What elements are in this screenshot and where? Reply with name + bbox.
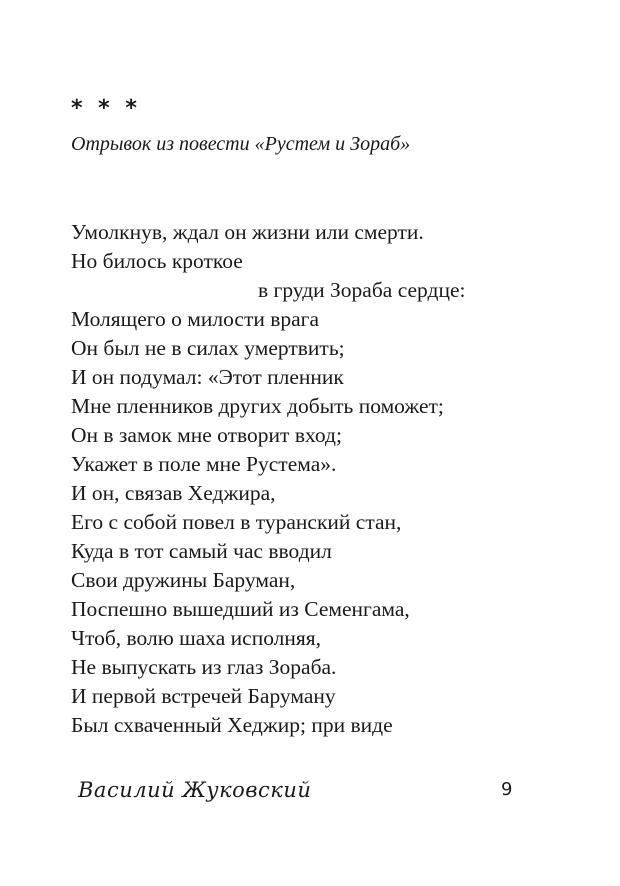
poem-line: Он в замок мне отворит вход; xyxy=(71,423,342,447)
poem-line: Умолкнув, ждал он жизни или смерти. xyxy=(71,220,424,244)
poem-line: Но билось кроткое xyxy=(71,249,243,273)
author-signature: Василий Жуковский xyxy=(78,778,312,802)
poem-line: И первой встречей Баруману xyxy=(71,684,336,708)
excerpt-subtitle: Отрывок из повести «Рустем и Зораб» xyxy=(71,133,411,155)
poem-line: И он подумал: «Этот пленник xyxy=(71,365,344,389)
poem-body xyxy=(71,218,551,740)
poem-line: Молящего о милости врага xyxy=(71,307,320,331)
page-number: 9 xyxy=(501,779,513,800)
poem-line: Мне пленников других добыть поможет; xyxy=(71,394,444,418)
poem-line: Его с собой повел в туранский стан, xyxy=(71,510,402,534)
poem-line: Свои дружины Баруман, xyxy=(71,568,296,592)
poem-line: Был схваченный Хеджир; при виде xyxy=(71,713,393,737)
poem-line: И он, связав Хеджира, xyxy=(71,481,276,505)
poem-line: Он был не в силах умертвить; xyxy=(71,336,345,360)
poem-line: Укажет в поле мне Рустема». xyxy=(71,452,337,476)
section-ornament: * * * xyxy=(71,96,141,121)
poem-line: Куда в тот самый час вводил xyxy=(71,539,332,563)
poem-line: в груди Зораба сердце: xyxy=(258,278,466,302)
poem-line: Поспешно вышедший из Семенгама, xyxy=(71,597,410,621)
poem-line: Не выпускать из глаз Зораба. xyxy=(71,655,337,679)
poem-line: Чтоб, волю шаха исполняя, xyxy=(71,626,322,650)
